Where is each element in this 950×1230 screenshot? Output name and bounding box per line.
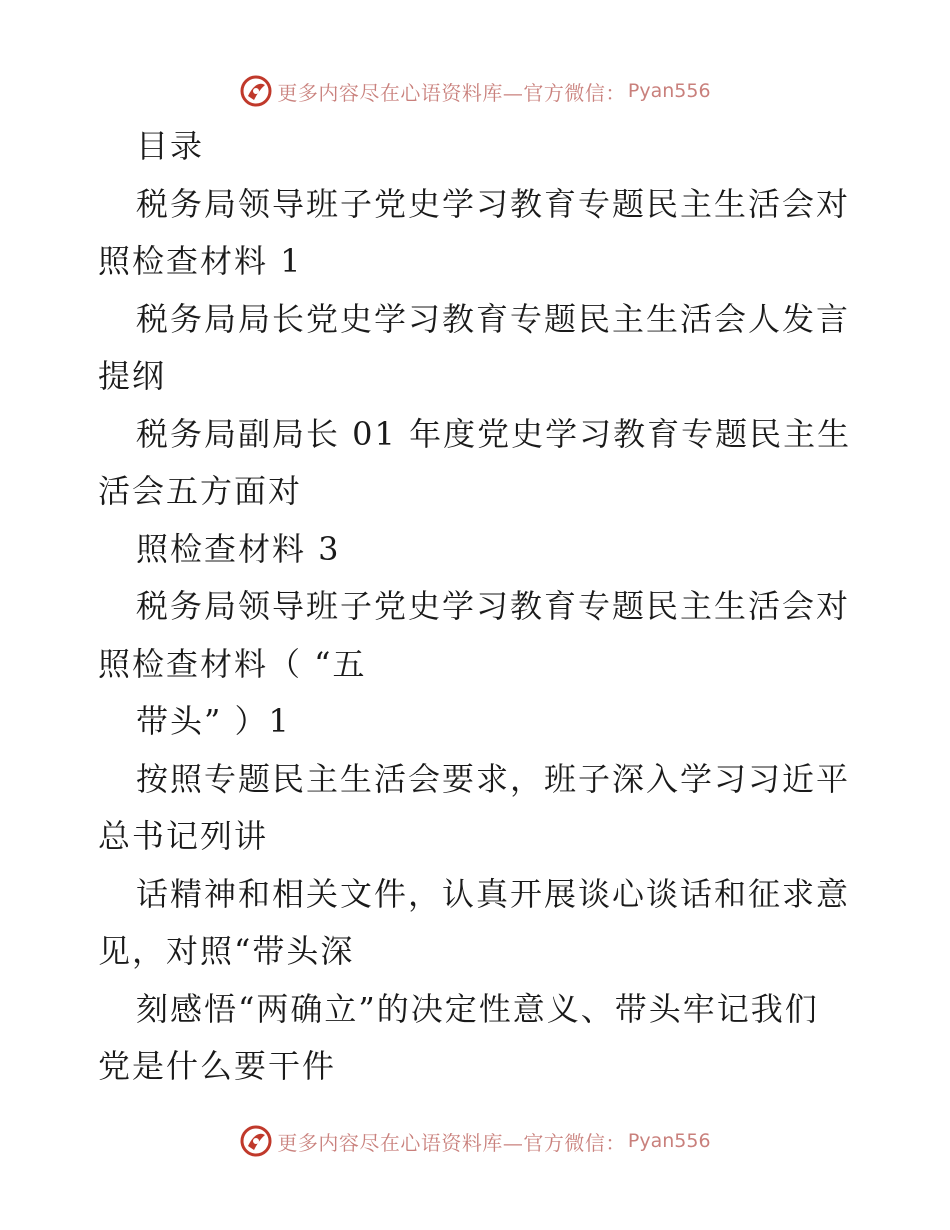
logo-icon bbox=[239, 1124, 273, 1158]
body-line: 提纲 bbox=[98, 357, 167, 395]
body-line: 带头” ）1 bbox=[136, 702, 291, 740]
logo-icon bbox=[239, 74, 273, 108]
header-banner bbox=[0, 71, 950, 111]
body-line: 税务局领导班子党史学习教育专题民主生活会对 bbox=[136, 587, 851, 625]
document-body bbox=[98, 118, 858, 1096]
body-line: 按照专题民主生活会要求，班子深入学习习近平 bbox=[136, 759, 851, 798]
body-line: 税务局副局长 01 年度党史学习教育专题民主生 bbox=[136, 414, 852, 453]
body-line: 税务局局长党史学习教育专题民主生活会人发言 bbox=[136, 299, 851, 338]
body-line: 党是什么要干件 bbox=[98, 1047, 337, 1085]
body-line: 话精神和相关文件，认真开展谈心谈话和征求意 bbox=[136, 874, 851, 913]
body-line: 刻感悟“两确立”的决定性意义、带头牢记我们 bbox=[136, 989, 819, 1028]
banner-wechat-id: Pyan556 bbox=[627, 1130, 711, 1152]
banner-text: 更多内容尽在心语资料库—官方微信： bbox=[277, 80, 626, 105]
body-line: 见，对照“带头深 bbox=[98, 932, 355, 970]
body-line: 总书记列讲 bbox=[98, 817, 269, 855]
banner-wechat-id: Pyan556 bbox=[627, 80, 711, 102]
body-line: 照检查材料（ “五 bbox=[98, 644, 367, 683]
body-line: 照检查材料 1 bbox=[98, 242, 303, 280]
toc-heading: 目录 bbox=[136, 127, 205, 165]
body-line: 税务局领导班子党史学习教育专题民主生活会对 bbox=[136, 184, 851, 223]
body-line: 活会五方面对 bbox=[98, 472, 303, 510]
banner-text: 更多内容尽在心语资料库—官方微信： bbox=[277, 1130, 626, 1155]
body-line: 照检查材料 3 bbox=[136, 529, 341, 568]
footer-banner bbox=[0, 1121, 950, 1161]
